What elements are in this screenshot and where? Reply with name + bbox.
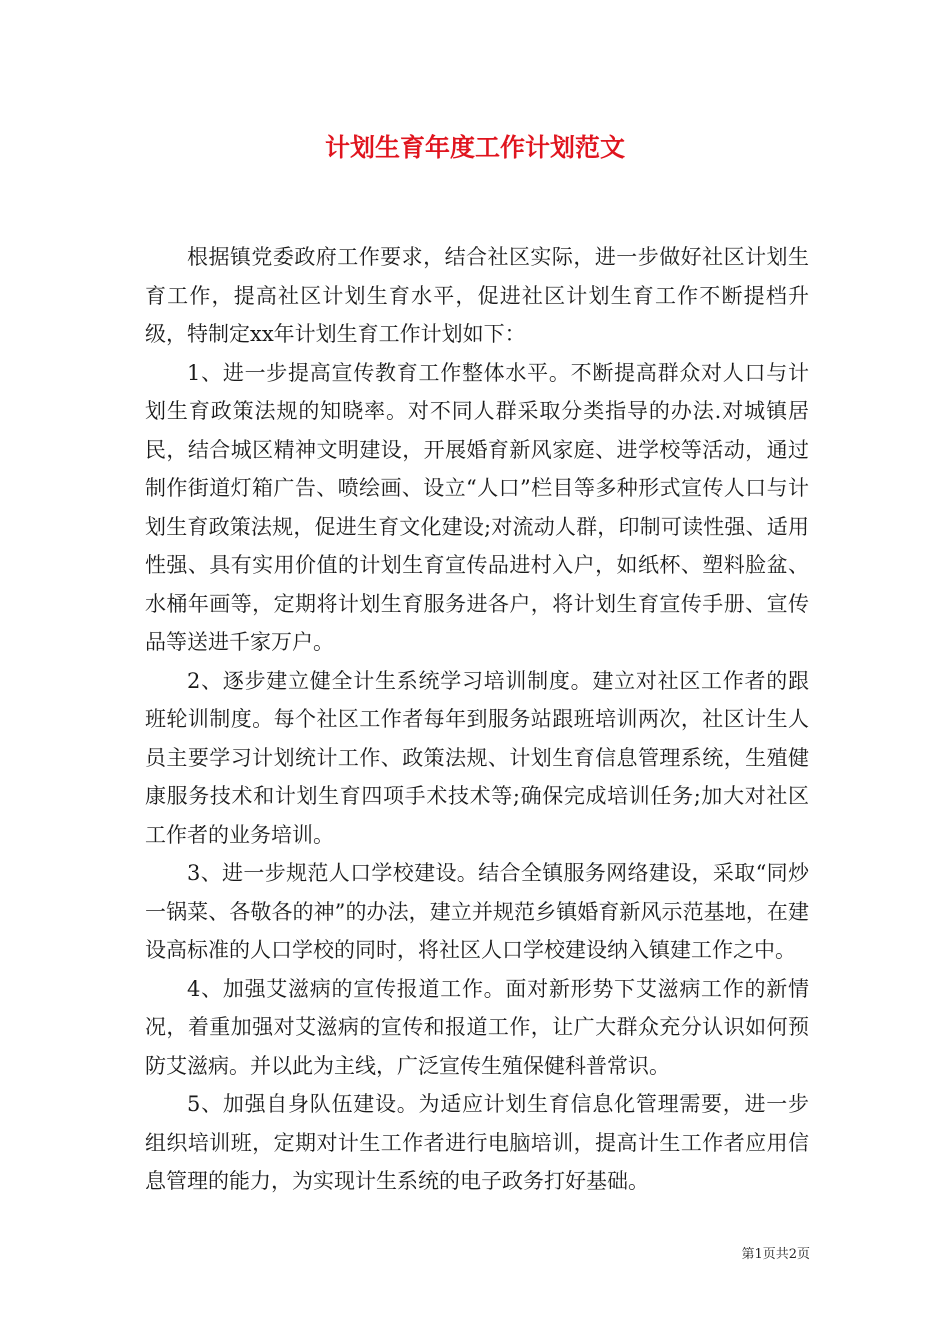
paragraph-item-5: 5、加强自身队伍建设。为适应计划生育信息化管理需要，进一步组织培训班，定期对计生工作者进行电脑培训，提高计生工作者应用信息管理的能力，为实现计生系统的电子政务打好基础。 xyxy=(145,1092,809,1193)
document-body xyxy=(145,238,809,1201)
page-number: 第1页共2页 xyxy=(741,1247,810,1262)
paragraph-item-4: 4、加强艾滋病的宣传报道工作。面对新形势下艾滋病工作的新情况，着重加强对艾滋病的宣传和报道工作，让广大群众充分认识如何预防艾滋病。并以此为主线，广泛宣传生殖保健科普常识。 xyxy=(145,976,809,1078)
document-title: 计划生育年度工作计划范文 xyxy=(324,133,625,162)
paragraph-item-1: 1、进一步提高宣传教育工作整体水平。不断提高群众对人口与计划生育政策法规的知晓率。对不同人群采取分类指导的办法.对城镇居民，结合城区精神文明建设，开展婚育新风家庭、进学校等活动，通过制作街道灯箱广告、喷绘画、设立“人口”栏目等多种形式宣传人口与计划生育政策法规，促进生育文化建设;对流动人群，印制可读性强、适用性强、具有实用价值的计划生育宣传品进村入户，如纸杯、塑料脸盆、水桶年画等，定期将计划生育服务进各户，将计划生育宣传手册、宣传品等送进千家万户。 xyxy=(145,360,809,654)
paragraph-intro: 根据镇党委政府工作要求，结合社区实际，进一步做好社区计划生育工作，提高社区计划生育水平，促进社区计划生育工作不断提档升级，特制定xx年计划生育工作计划如下： xyxy=(145,245,809,346)
paragraph-item-3: 3、进一步规范人口学校建设。结合全镇服务网络建设，采取“同炒一锅菜、各敬各的神”的办法，建立并规范乡镇婚育新风示范基地，在建设高标准的人口学校的同时，将社区人口学校建设纳入镇建工作之中。 xyxy=(145,861,809,962)
paragraph-item-2: 2、逐步建立健全计生系统学习培训制度。建立对社区工作者的跟班轮训制度。每个社区工作者每年到服务站跟班培训两次，社区计生人员主要学习计划统计工作、政策法规、计划生育信息管理系统，生殖健康服务技术和计划生育四项手术技术等;确保完成培训任务;加大对社区工作者的业务培训。 xyxy=(145,668,809,847)
